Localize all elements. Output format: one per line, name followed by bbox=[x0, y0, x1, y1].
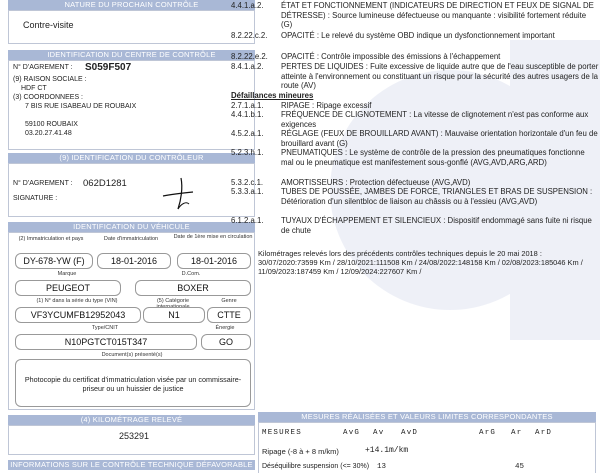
controleur-agrement-value: 062D1281 bbox=[83, 178, 127, 189]
docs-value: Photocopie du certificat d'immatriculation visée par un commissaire-priseur ou un huissier de justice bbox=[24, 375, 242, 393]
label-dcom: D.Com. bbox=[181, 271, 201, 277]
controleur-agrement-label: N° D'AGREMENT : bbox=[13, 180, 73, 187]
vehicule-header: IDENTIFICATION DU VÉHICULE bbox=[8, 222, 255, 232]
signature-label: SIGNATURE : bbox=[13, 195, 58, 202]
address-line-2: 59100 ROUBAIX bbox=[25, 121, 78, 128]
km-history: Kilométrages relevés lors des précédents contrôles techniques depuis le 20 mai 2018 : 30/07/2020:73599 Km / 28/10/2021:111508 Km / 24/08/2022:148158 Km / 02/08/2023:185046 Km / 11/09/2023:187459 Km / 12/09/2024:227607 Km / bbox=[258, 249, 583, 276]
label-marque: Marque bbox=[57, 271, 77, 277]
ripage-value: +14.1m/km bbox=[365, 446, 409, 455]
immat-field: DY-678-YW (F) bbox=[15, 253, 93, 269]
col-arg: ArG bbox=[479, 429, 497, 437]
susp-limit: (<= 30%) bbox=[340, 463, 370, 470]
label-date-immat: Date d'immatriculation bbox=[103, 236, 159, 242]
ripage-row bbox=[262, 447, 339, 456]
col-avg: AvG bbox=[343, 429, 361, 437]
infos-header: INFORMATIONS SUR LE CONTRÔLE TECHNIQUE DÉFAVORABLE bbox=[8, 460, 255, 470]
date-immat-field: 18-01-2016 bbox=[97, 253, 171, 269]
label-genre: Genre bbox=[221, 298, 237, 304]
col-mesures: MESURES bbox=[262, 429, 302, 437]
col-av: Av bbox=[373, 429, 385, 437]
raison-label: (9) RAISON SOCIALE : bbox=[13, 76, 87, 83]
label-docs: Document(s) présenté(s) bbox=[101, 352, 163, 358]
km-value: 253291 bbox=[119, 431, 150, 441]
minor-defects-header: Défaillances mineures bbox=[231, 91, 314, 100]
coord-label: (3) COORDONNEES : bbox=[13, 94, 84, 101]
next-check-value: Contre-visite bbox=[23, 20, 74, 30]
signature-icon bbox=[159, 174, 199, 212]
dcom-field: BOXER bbox=[135, 280, 251, 296]
ripage-label: Ripage bbox=[262, 447, 286, 456]
col-ar: Ar bbox=[511, 429, 523, 437]
km-header: (4) KILOMÉTRAGE RELEVÉ bbox=[8, 415, 255, 425]
susp-row bbox=[262, 463, 369, 470]
controleur-header: (9) IDENTIFICATION DU CONTRÔLEUR bbox=[8, 153, 255, 163]
next-check-box bbox=[8, 10, 255, 44]
energie-field: GO bbox=[201, 334, 251, 350]
centre-agrement-label: N° D'AGREMENT : bbox=[13, 64, 73, 71]
centre-header: IDENTIFICATION DU CENTRE DE CONTRÔLE bbox=[8, 50, 255, 60]
centre-box bbox=[8, 60, 255, 150]
col-avd: AvD bbox=[401, 429, 419, 437]
cat-field: N1 bbox=[143, 307, 205, 323]
ripage-limits: (-8 à + 8 m/km) bbox=[287, 447, 339, 456]
susp-av-value: 13 bbox=[377, 463, 387, 471]
label-cat: (5) Catégorie bbox=[156, 298, 190, 304]
date-first-field: 18-01-2016 bbox=[177, 253, 251, 269]
label-vin: (1) N° dans la série du type (VIN) bbox=[36, 298, 118, 304]
label-date-first: Date de 1ère mise en circulation bbox=[173, 234, 253, 240]
centre-agrement-value: S059F507 bbox=[85, 62, 132, 73]
address-line-1: 7 BIS RUE ISABEAU DE ROUBAIX bbox=[25, 103, 137, 110]
controleur-box bbox=[8, 163, 255, 217]
vin-field: VF3YCUMFB12952043 bbox=[15, 307, 141, 323]
label-type: Type/CNIT bbox=[91, 325, 119, 331]
docs-field bbox=[15, 359, 251, 407]
label-immat: (2) Immatriculation et pays bbox=[18, 236, 84, 242]
type-field: N10PGTCT015T347 bbox=[15, 334, 197, 350]
label-energie: Énergie bbox=[215, 325, 235, 331]
raison-value: HDF CT bbox=[21, 85, 47, 92]
km-box bbox=[8, 425, 255, 455]
susp-label: Déséquilibre suspension bbox=[262, 463, 339, 470]
col-ard: ArD bbox=[535, 429, 553, 437]
measures-box bbox=[258, 422, 596, 473]
centre-phone: 03.20.27.41.48 bbox=[25, 130, 72, 137]
measures-header: MESURES RÉALISÉES ET VALEURS LIMITES CORRESPONDANTES bbox=[258, 412, 596, 422]
susp-ar-value: 45 bbox=[515, 463, 525, 471]
marque-field: PEUGEOT bbox=[15, 280, 121, 296]
next-check-header: NATURE DU PROCHAIN CONTRÔLE bbox=[8, 0, 255, 10]
vehicule-box bbox=[8, 232, 255, 410]
genre-field: CTTE bbox=[207, 307, 251, 323]
